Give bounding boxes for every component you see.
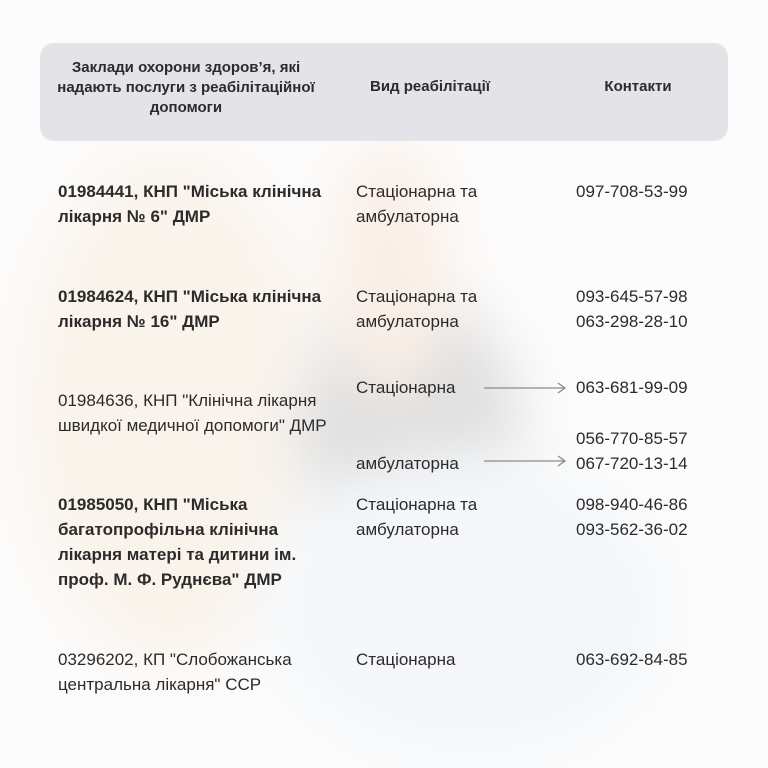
arrow-right-icon	[484, 455, 570, 467]
row-3-contact-inpatient: 063-681-99-09	[576, 378, 688, 397]
row-1-institution: 01984441, КНП "Міська клінічна лікарня № 6" ДМР	[58, 182, 322, 226]
header-institutions: Заклади охорони здоров’я, які надають послуги з реабілітаційної допомоги	[57, 59, 315, 116]
row-1-contacts	[576, 179, 746, 204]
phone: 093-562-36-02	[576, 520, 688, 539]
row-3-type-inpatient: Стаціонарна	[356, 378, 456, 397]
row-4-institution: 01985050, КНП "Міська багатопрофільна клінічна лікарня матері та дитини ім. проф. М. Ф. Руднєва" ДМР	[58, 495, 297, 589]
header-contacts: Контакти	[604, 78, 672, 95]
row-1-type: Стаціонарна та амбулаторна	[356, 182, 478, 226]
header-rehab-type: Вид реабілітації	[369, 78, 490, 95]
phone: 056-770-85-57	[576, 429, 688, 448]
phone: 097-708-53-99	[576, 182, 688, 201]
row-5-contacts	[576, 647, 746, 672]
row-5-type: Стаціонарна	[356, 650, 456, 669]
row-2-institution: 01984624, КНП "Міська клінічна лікарня № 16" ДМР	[58, 287, 322, 331]
row-2-type: Стаціонарна та амбулаторна	[356, 287, 478, 331]
arrow-right-icon	[484, 382, 570, 394]
phone: 067-720-13-14	[576, 454, 688, 473]
row-4-type: Стаціонарна та амбулаторна	[356, 495, 478, 539]
row-3-contacts-outpatient	[576, 426, 746, 476]
phone: 098-940-46-86	[576, 495, 688, 514]
row-2-contacts	[576, 284, 746, 334]
phone: 093-645-57-98	[576, 287, 688, 306]
row-3-type-outpatient: амбулаторна	[356, 454, 459, 473]
row-3-institution: 01984636, КНП "Клінічна лікарня швидкої медичної допомоги" ДМР	[58, 391, 327, 435]
row-5-institution: 03296202, КП "Слобожанська центральна лікарня" ССР	[58, 650, 292, 694]
row-4-contacts	[576, 492, 746, 542]
phone: 063-692-84-85	[576, 650, 688, 669]
phone: 063-298-28-10	[576, 312, 688, 331]
